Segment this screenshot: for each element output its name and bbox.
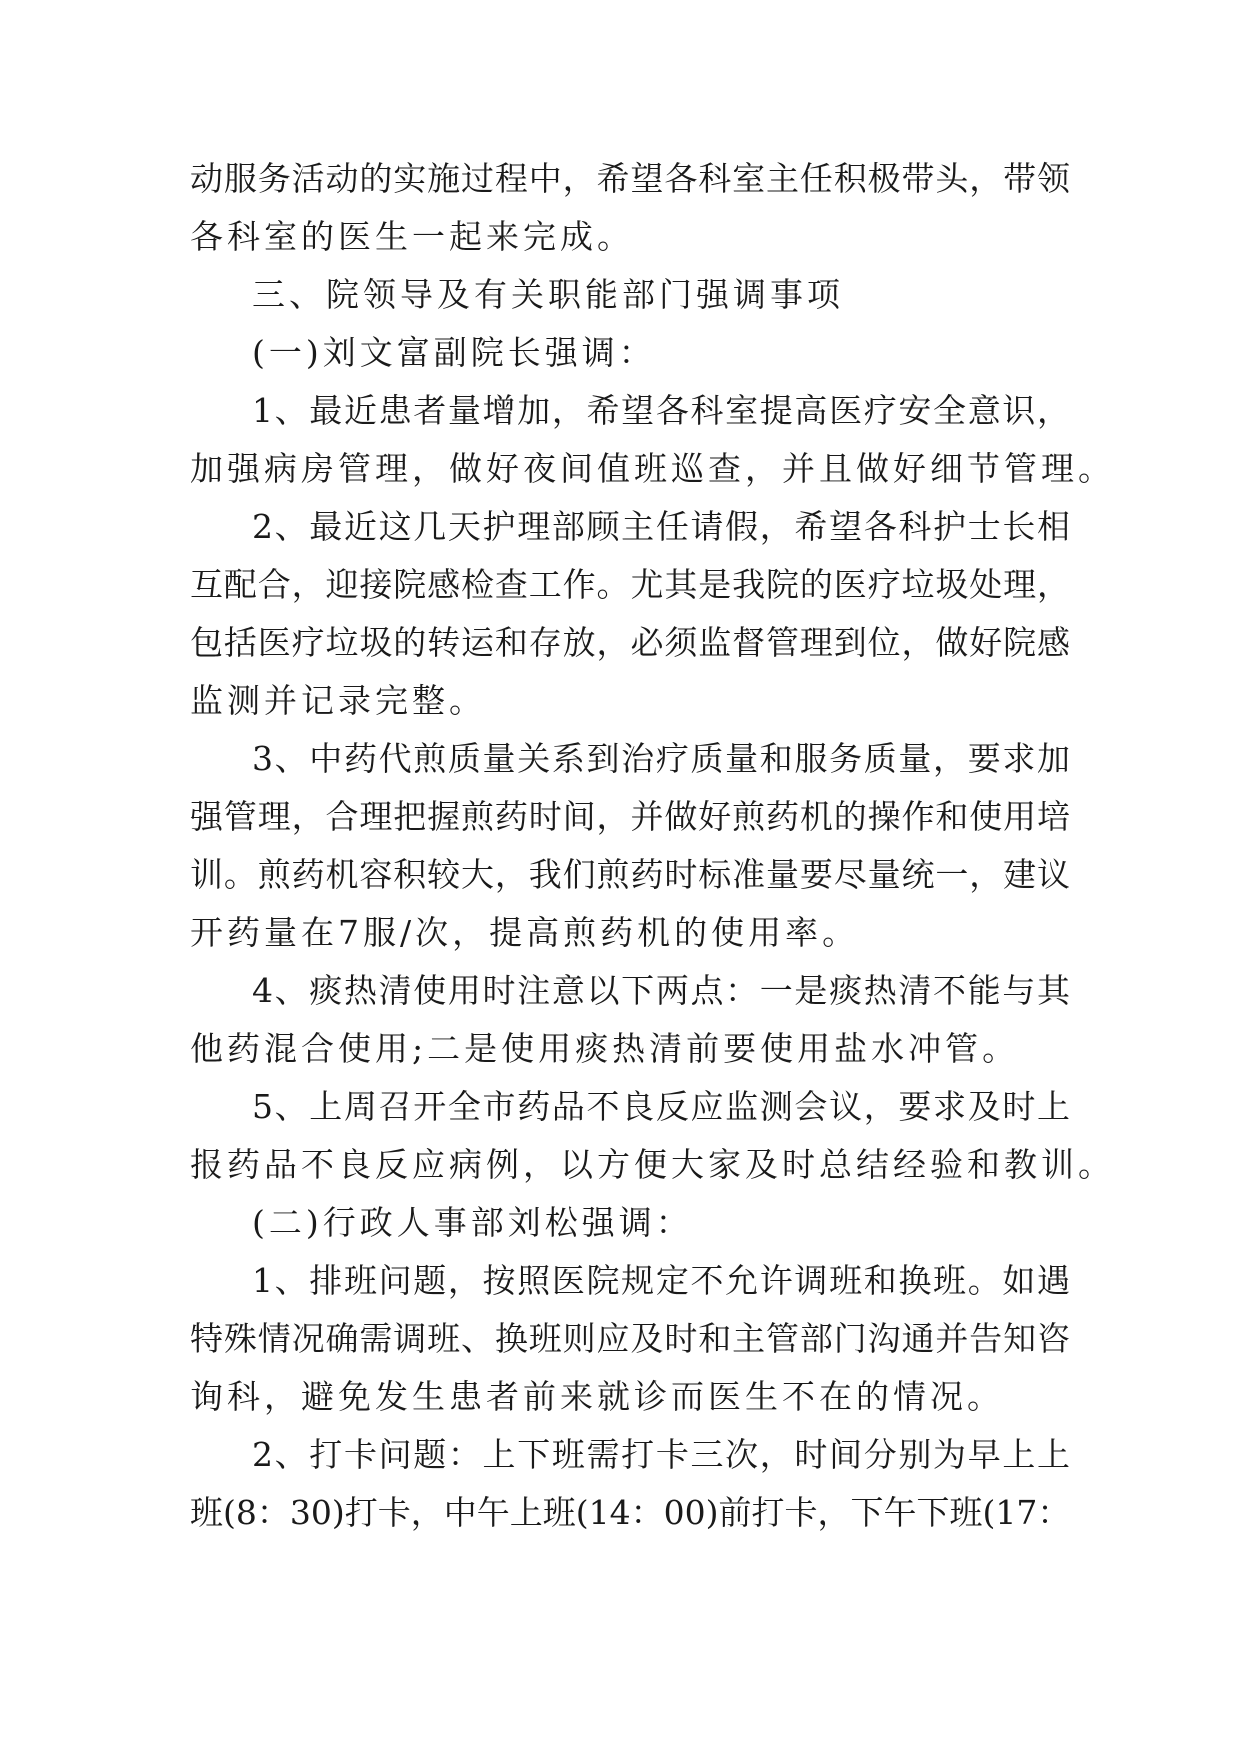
text-line: 包括医疗垃圾的转运和存放，必须监督管理到位，做好院感: [190, 623, 1070, 662]
text-line: 2、打卡问题：上下班需打卡三次，时间分别为早上上: [252, 1435, 1070, 1474]
text-line: 5、上周召开全市药品不良反应监测会议，要求及时上: [252, 1087, 1070, 1126]
text-line: 班(8：30)打卡，中午上班(14：00)前打卡，下午下班(17：: [190, 1493, 1071, 1532]
text-line: 他药混合使用;二是使用痰热清前要使用盐水冲管。: [190, 1029, 1020, 1068]
text-line: 询科，避免发生患者前来就诊而医生不在的情况。: [190, 1377, 1004, 1416]
text-line: 1、排班问题，按照医院规定不允许调班和换班。如遇: [252, 1261, 1070, 1300]
text-line: 各科室的医生一起来完成。: [190, 217, 634, 256]
text-line: 1、最近患者量增加，希望各科室提高医疗安全意识，: [252, 391, 1070, 430]
subsection-heading: (二)行政人事部刘松强调：: [252, 1203, 693, 1242]
text-line: 监测并记录完整。: [190, 681, 486, 720]
text-line: 强管理，合理把握煎药时间，并做好煎药机的操作和使用培: [190, 797, 1070, 836]
text-line: 4、痰热清使用时注意以下两点：一是痰热清不能与其: [252, 971, 1070, 1010]
section-heading: 三、院领导及有关职能部门强调事项: [252, 275, 844, 314]
text-line: 加强病房管理，做好夜间值班巡查，并且做好细节管理。: [190, 449, 1115, 488]
text-line: 开药量在7服/次，提高煎药机的使用率。: [190, 913, 860, 952]
text-line: 3、中药代煎质量关系到治疗质量和服务质量，要求加: [252, 739, 1070, 778]
text-line: 互配合，迎接院感检查工作。尤其是我院的医疗垃圾处理，: [190, 565, 1070, 604]
text-line: 动服务活动的实施过程中，希望各科室主任积极带头，带领: [190, 159, 1070, 198]
text-line: 训。煎药机容积较大，我们煎药时标准量要尽量统一，建议: [190, 855, 1070, 894]
subsection-heading: (一)刘文富副院长强调：: [252, 333, 656, 372]
text-line: 2、最近这几天护理部顾主任请假，希望各科护士长相: [252, 507, 1070, 546]
document-body: [190, 150, 1115, 1542]
text-line: 报药品不良反应病例，以方便大家及时总结经验和教训。: [190, 1145, 1115, 1184]
text-line: 特殊情况确需调班、换班则应及时和主管部门沟通并告知咨: [190, 1319, 1070, 1358]
